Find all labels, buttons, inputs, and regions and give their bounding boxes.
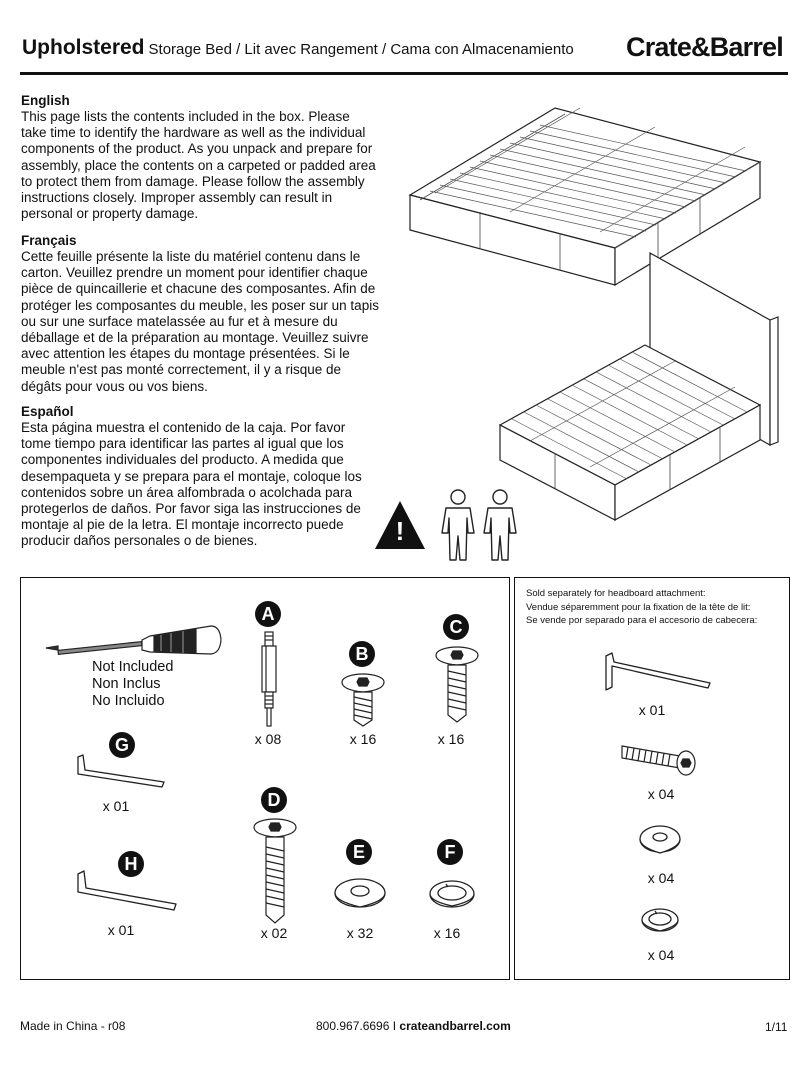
not-included-en: Not Included <box>92 659 174 675</box>
warning-symbol: ! <box>395 516 405 546</box>
section-heading-spanish: Español <box>21 404 74 419</box>
sold-separately-en: Sold separately for headboard attachment: <box>526 588 706 599</box>
part-qty-a: x 08 <box>254 731 282 747</box>
headboard-washer-icon <box>638 823 682 859</box>
lock-washer-icon <box>428 878 476 914</box>
not-included-es: No Incluido <box>92 693 165 709</box>
section-heading-french: Français <box>21 233 77 248</box>
section-spanish <box>21 404 377 550</box>
brand-logo: Crate&Barrel <box>626 32 783 62</box>
part-qty-e: x 32 <box>346 925 374 941</box>
short-screw-icon <box>340 672 386 728</box>
section-english <box>21 93 377 222</box>
connector-bolt-icon <box>256 630 282 730</box>
sold-qty-lock-washer: x 04 <box>647 947 675 963</box>
long-screw-icon <box>252 817 298 927</box>
part-badge-a: A <box>255 601 281 627</box>
footer-contact <box>316 1019 511 1033</box>
page-title <box>22 36 574 60</box>
screwdriver-icon <box>46 618 226 664</box>
part-qty-g: x 01 <box>102 798 130 814</box>
part-qty-h: x 01 <box>107 922 135 938</box>
footer-website-link[interactable]: crateandbarrel.com <box>399 1019 511 1033</box>
section-body-english: This page lists the contents included in the box. Please take time to identify the hardware as well as the individual components of the product. As you unpack and prepare for assembly, place the contents on a carpeted or padded area to protect them from damage. Please follow the assembly instructions closely. Improper assembly can result in personal or property damage. <box>21 109 376 222</box>
sold-qty-bolt: x 04 <box>647 786 675 802</box>
title-bold: Upholstered <box>22 36 145 59</box>
part-badge-f: F <box>437 839 463 865</box>
two-person-assembly-icon <box>440 488 528 562</box>
headboard-bolt-icon <box>618 740 700 776</box>
sold-qty-allen-key: x 01 <box>638 702 666 718</box>
bed-illustration-with-headboard <box>490 245 790 520</box>
header-rule <box>20 72 788 75</box>
section-heading-english: English <box>21 93 70 108</box>
screwdriver-note <box>92 659 173 710</box>
footer-phone: 800.967.6696 I <box>316 1019 400 1033</box>
section-french <box>21 233 383 395</box>
sold-separately-es: Se vende por separado para el accesorio de cabecera: <box>526 615 758 626</box>
part-badge-d: D <box>261 787 287 813</box>
section-body-french: Cette feuille présente la liste du matériel contenu dans le carton. Veuillez prendre un moment pour identifier chaque pièce de quincaillerie et chacune des composantes. Afin de protéger les composantes du meuble, les poser sur un tapis ou sur une surface matelassée au fur et à mesure du déballage et de la préparation au montage. Veuillez suivre avec attention les étapes du montage présentées. Si le meuble n'est pas monté correctement, il y a risque de dégâts pour vous ou vos biens. <box>21 249 379 394</box>
headboard-lock-washer-icon <box>640 906 680 938</box>
medium-screw-icon <box>434 645 480 725</box>
part-badge-c: C <box>443 614 469 640</box>
part-qty-d: x 02 <box>260 925 288 941</box>
bed-illustration-no-headboard <box>400 90 800 260</box>
part-badge-g: G <box>109 732 135 758</box>
part-badge-b: B <box>349 641 375 667</box>
page-number: 1/11 <box>765 1020 788 1034</box>
part-qty-c: x 16 <box>437 731 465 747</box>
large-allen-key-icon <box>74 868 180 916</box>
not-included-fr: Non Inclus <box>92 676 161 692</box>
part-qty-b: x 16 <box>349 731 377 747</box>
headboard-allen-key-icon <box>602 650 714 694</box>
section-body-spanish: Esta página muestra el contenido de la caja. Por favor tome tiempo para identificar las partes al igual que los componentes individuales del producto. A medida que desempaqueta y se prepara para el montaje, coloque los contenidos sobre un área alfombrada o acolchada para protegerlos de daños. Por favor siga las instrucciones de montaje al pie de la letra. El montaje incorrecto puede producir daños personales o de bienes. <box>21 420 362 549</box>
sold-qty-washer: x 04 <box>647 870 675 886</box>
title-subtitle: Storage Bed / Lit avec Rangement / Cama con Almacenamiento <box>148 41 574 58</box>
flat-washer-icon <box>333 876 387 912</box>
part-badge-h: H <box>118 851 144 877</box>
footer-made-in: Made in China - r08 <box>20 1019 126 1033</box>
sold-separately-note <box>526 587 786 628</box>
sold-separately-fr: Vendue séparemment pour la fixation de la tête de lit: <box>526 601 751 613</box>
part-qty-f: x 16 <box>433 925 461 941</box>
small-allen-key-icon <box>74 752 170 792</box>
part-badge-e: E <box>346 839 372 865</box>
